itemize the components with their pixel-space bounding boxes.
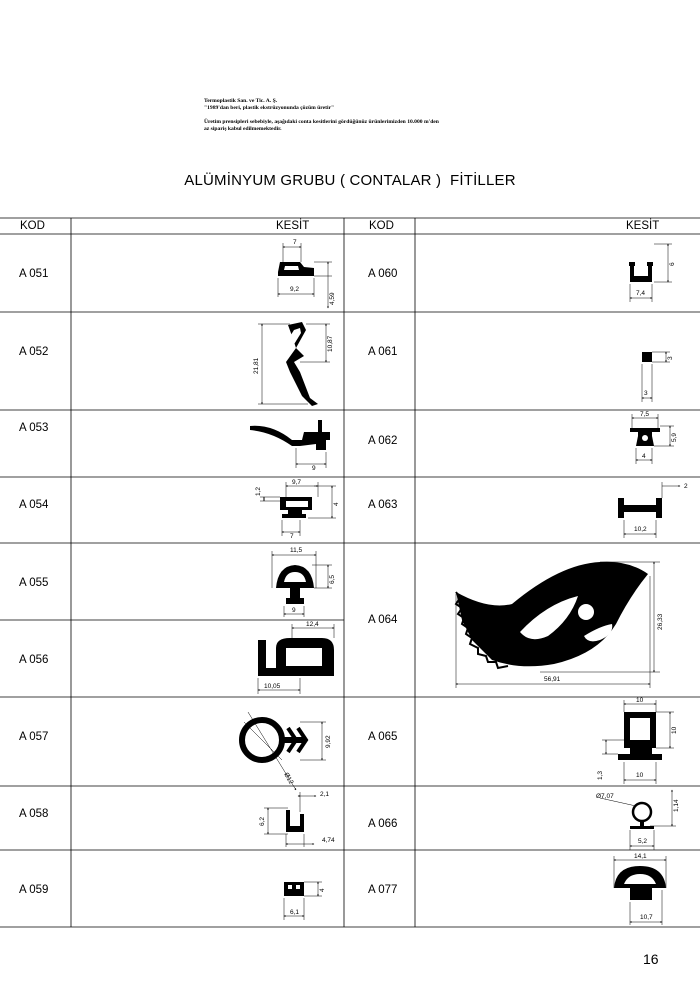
- code-a052: A 052: [19, 346, 49, 358]
- dim-a052-upper: 10,87: [327, 335, 334, 352]
- dim-a064-height: 26,33: [657, 613, 664, 630]
- code-a077: A 077: [368, 884, 398, 896]
- code-a057: A 057: [19, 731, 49, 743]
- dim-a065-height: 10: [671, 726, 678, 734]
- profile-a063: [618, 482, 688, 538]
- dim-a058-top: 2,1: [320, 791, 330, 798]
- page-number: 16: [643, 951, 659, 967]
- dim-a055-width: 11,5: [290, 547, 303, 554]
- dim-a062-base: 4: [642, 453, 646, 460]
- dim-a077-width: 14,1: [634, 853, 647, 860]
- profile-a061: [642, 352, 674, 402]
- profile-a058: [259, 791, 335, 847]
- code-a065: A 065: [368, 731, 398, 743]
- profile-a053: [250, 420, 330, 472]
- profile-a052: [253, 322, 334, 406]
- code-a061: A 061: [368, 346, 398, 358]
- order-note-line-1: Üretim prensipleri sebebiyle, aşağıdaki conta kesitlerini gördüğünüz ürünlerimizden 10.000 m'den: [204, 118, 439, 125]
- code-a055: A 055: [19, 577, 49, 589]
- code-a058: A 058: [19, 808, 49, 820]
- profile-a059: [284, 882, 326, 920]
- dim-a057-diameter: Ø12: [282, 771, 295, 786]
- dim-a056-base: 10,05: [264, 683, 281, 690]
- profile-a066: [596, 790, 680, 850]
- code-a060: A 060: [368, 268, 398, 280]
- dim-a060-height: 6: [669, 262, 676, 266]
- profile-a057: [242, 712, 332, 790]
- dim-a061-height: 3: [667, 356, 674, 360]
- profile-a065: [597, 697, 678, 784]
- dim-a051-width: 9,2: [290, 286, 300, 293]
- profile-a062: [630, 411, 678, 464]
- code-a059: A 059: [19, 884, 49, 896]
- dim-a062-height: 5,9: [671, 432, 678, 442]
- dim-a061-width: 3: [644, 390, 648, 397]
- dim-a054-thickness: 1,2: [255, 486, 262, 496]
- column-header-left-code: KOD: [20, 220, 45, 232]
- dim-a057-height: 9,92: [325, 735, 332, 748]
- dim-a058-height: 6,2: [259, 816, 266, 826]
- code-a056: A 056: [19, 654, 49, 666]
- code-a063: A 063: [368, 499, 398, 511]
- dim-a063-width: 10,2: [634, 526, 647, 533]
- profile-a054: [255, 479, 340, 540]
- dim-a060-width: 7,4: [636, 290, 646, 297]
- code-a062: A 062: [368, 435, 398, 447]
- order-note-line-2: az sipariş kabul edilmemektedir.: [204, 126, 282, 133]
- profile-a055: [272, 547, 336, 617]
- company-slogan: "1989'dan beri, plastik ekstrüzyonunda çözüm üretir": [204, 105, 335, 112]
- column-header-right-section: KESİT: [626, 220, 660, 232]
- dim-a059-height: 4: [319, 888, 326, 892]
- dim-a051-width-top: 7: [293, 239, 297, 246]
- dim-a066-height: 1,14: [673, 799, 680, 812]
- dim-a063-thickness: 2: [684, 483, 688, 490]
- dim-a065-base: 10: [636, 772, 644, 779]
- column-header-right-code: KOD: [369, 220, 394, 232]
- code-a051: A 051: [19, 268, 49, 280]
- code-a053: A 053: [19, 422, 49, 434]
- dim-a064-width: 56,91: [544, 676, 561, 683]
- code-a054: A 054: [19, 499, 49, 511]
- profile-a060: [629, 244, 676, 302]
- dim-a056-width: 12,4: [306, 621, 319, 628]
- dim-a054-base: 7: [290, 533, 294, 540]
- column-header-left-section: KESİT: [276, 220, 310, 232]
- dim-a058-base: 4,74: [322, 837, 335, 844]
- dim-a055-height: 6,5: [329, 574, 336, 584]
- code-a064: A 064: [368, 614, 398, 626]
- dim-a077-base: 10,7: [640, 914, 653, 921]
- dim-a053-width: 9: [312, 465, 316, 472]
- dim-a054-width-top: 9,7: [292, 479, 302, 486]
- profile-a064: [456, 562, 664, 688]
- dim-a062-width-top: 7,5: [640, 411, 650, 418]
- dim-a054-height: 4: [333, 502, 340, 506]
- dim-a055-base: 9: [292, 607, 296, 614]
- profile-a077: [614, 853, 666, 925]
- dim-a059-width: 6,1: [290, 909, 300, 916]
- dim-a065-offset: 1,3: [597, 770, 604, 780]
- dim-a066-diameter: Ø7,07: [596, 793, 614, 800]
- dim-a065-width-top: 10: [636, 697, 644, 704]
- code-a066: A 066: [368, 818, 398, 830]
- profile-a051: [278, 239, 336, 308]
- dim-a052-height: 21,81: [253, 357, 260, 374]
- dim-a051-height: 4,59: [329, 292, 336, 305]
- page-title: ALÜMİNYUM GRUBU ( CONTALAR ) FİTİLLER: [184, 172, 516, 189]
- company-name: Termoplastik San. ve Tic. A. Ş.: [204, 98, 278, 104]
- profile-a056: [258, 621, 334, 694]
- dim-a066-base: 5,2: [638, 838, 648, 845]
